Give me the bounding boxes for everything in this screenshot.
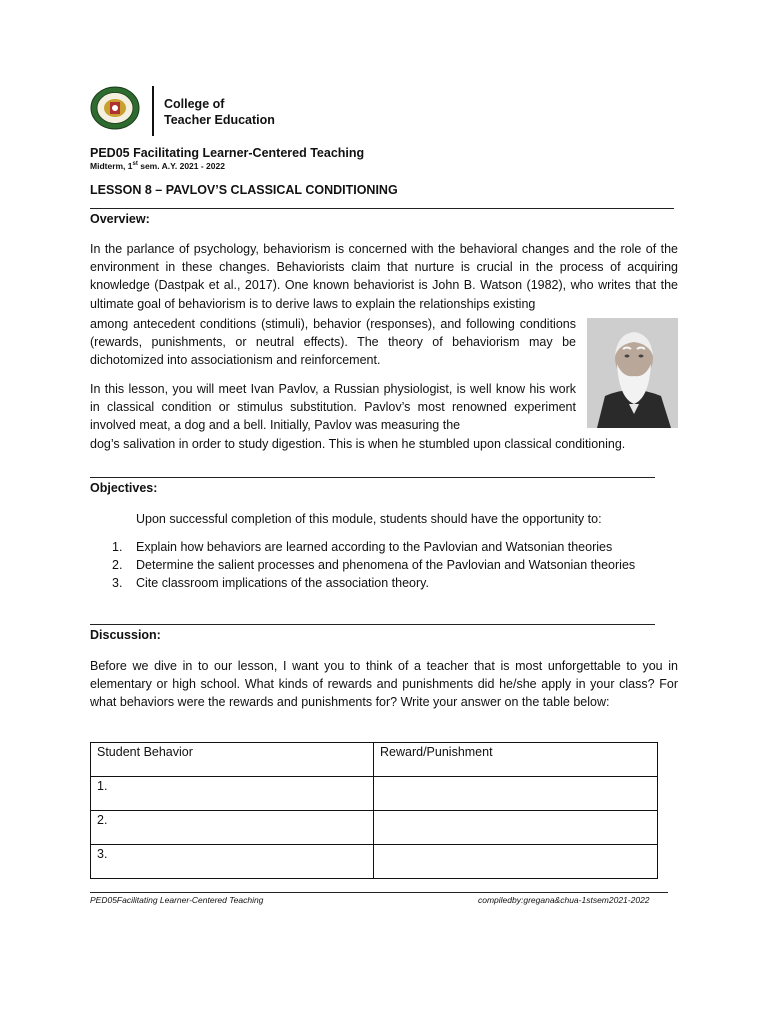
ivan-pavlov-portrait: [587, 318, 678, 428]
objectives-heading: Objectives:: [90, 481, 158, 495]
header-divider: [152, 86, 154, 136]
objectives-list: [90, 538, 677, 593]
separator-line: [90, 208, 674, 209]
footer-credit: compiledby:gregana&chua-1stsem2021-2022: [478, 895, 650, 905]
table-row: [91, 777, 658, 811]
lesson-title: LESSON 8 – PAVLOV’S CLASSICAL CONDITIONING: [90, 183, 398, 197]
overview-paragraph-top: In the parlance of psychology, behaviorism is concerned with the behavioral changes and the role of the environment in these changes. Behaviorists claim that nurture is crucial in the process of acquiring knowledge (Dastpak et al., 2017). One known behaviorist is John B. Watson (1982), who writes that the ultimate goal of behaviorism is to derive laws to explain the relationships existing: [90, 242, 678, 311]
objectives-intro: Upon successful completion of this module, students should have the opportunity to:: [136, 512, 602, 526]
lesson-intro-paragraph-end: dog’s salivation in order to study digestion. This is when he stumbled upon classical conditioning.: [90, 437, 626, 451]
table-cell[interactable]: 3.: [91, 845, 374, 879]
table-row: [91, 811, 658, 845]
table-header-cell: Student Behavior: [91, 743, 374, 777]
table-cell[interactable]: [374, 845, 658, 879]
footer-course: PED05Facilitating Learner-Centered Teaching: [90, 895, 264, 905]
list-item: 3. Cite classroom implications of the association theory.: [112, 576, 429, 591]
college-name: College of Teacher Education: [164, 97, 275, 127]
table-cell[interactable]: [374, 777, 658, 811]
separator-line: [90, 624, 655, 625]
list-item: 1. Explain how behaviors are learned according to the Pavlovian and Watsonian theories: [112, 540, 613, 554]
lesson-intro-paragraph: In this lesson, you will meet Ivan Pavlov, a Russian physiologist, is well know his work in classical condition or stimulus substitution. Pavlov’s most renowned experiment involved meat, a dog and a bell. Initially, Pavlov was measuring the: [90, 382, 576, 433]
table-row: [91, 845, 658, 879]
overview-paragraph-side: among antecedent conditions (stimuli), behavior (responses), and following conditions (rewards, punishments, or neutral effects). The theory of behaviorism may be dichotomized into associationism and reinforcement.: [90, 317, 576, 368]
footer-rule: [90, 892, 668, 893]
answer-table: [90, 742, 658, 879]
table-cell[interactable]: 2.: [91, 811, 374, 845]
table-header-row: [91, 743, 658, 777]
separator-line: [90, 477, 655, 478]
college-seal-logo: [90, 86, 140, 130]
table-cell[interactable]: 1.: [91, 777, 374, 811]
discussion-heading: Discussion:: [90, 628, 161, 642]
discussion-paragraph: Before we dive in to our lesson, I want you to think of a teacher that is most unforgettable to you in elementary or high school. What kinds of rewards and punishments did he/she apply in your class? For what behaviors were the rewards and punishments for? Write your answer on the table below:: [90, 659, 678, 710]
course-title: PED05 Facilitating Learner-Centered Teaching: [90, 146, 365, 160]
table-cell[interactable]: [374, 811, 658, 845]
list-item: 2. Determine the salient processes and phenomena of the Pavlovian and Watsonian theories: [112, 558, 636, 573]
table-header-cell: Reward/Punishment: [374, 743, 658, 777]
term-line: Midterm, 1st sem. A.Y. 2021 - 2022: [90, 161, 225, 171]
overview-heading: Overview:: [90, 212, 150, 226]
